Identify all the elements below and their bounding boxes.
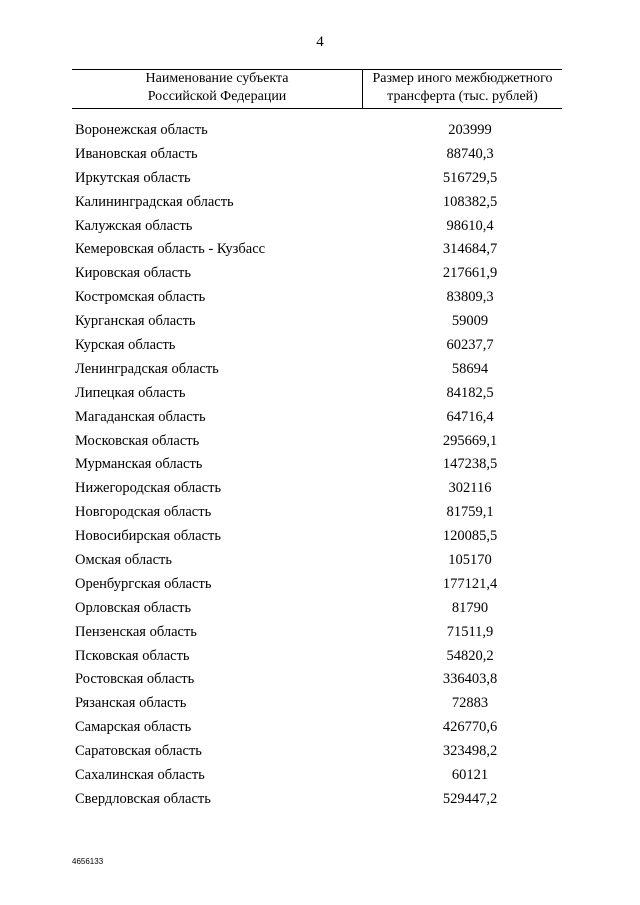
subject-name: Омская область [75, 552, 172, 569]
table-header-bottom-rule [72, 108, 562, 109]
transfer-amount: 98610,4 [446, 217, 494, 234]
table-row [0, 385, 640, 409]
transfer-amount: 72883 [451, 695, 489, 712]
table-row [0, 624, 640, 648]
table-row [0, 528, 640, 552]
transfer-amount: 64716,4 [446, 408, 494, 425]
subject-name: Нижегородская область [75, 480, 222, 497]
subject-name: Самарская область [75, 719, 192, 736]
subject-name: Рязанская область [75, 695, 187, 712]
column-header-subject: Наименование субъекта Российской Федерации [145, 71, 289, 104]
transfer-amount: 81790 [451, 599, 489, 616]
subject-name: Ивановская область [75, 145, 198, 162]
table-row [0, 552, 640, 576]
table-row [0, 361, 640, 385]
transfer-amount: 81759,1 [446, 504, 494, 521]
subject-name: Курганская область [75, 313, 196, 330]
subject-name: Курская область [75, 337, 176, 354]
transfer-amount: 108382,5 [442, 193, 498, 210]
table-row [0, 122, 640, 146]
table-row [0, 648, 640, 672]
transfer-amount: 217661,9 [442, 265, 498, 282]
document-code: 4656133 [72, 857, 104, 866]
subject-name: Новосибирская область [75, 528, 221, 545]
subject-name: Саратовская область [75, 743, 202, 760]
table-row [0, 480, 640, 504]
transfer-amount: 177121,4 [442, 575, 498, 592]
subject-name: Орловская область [75, 599, 192, 616]
subject-name: Московская область [75, 432, 200, 449]
table-row [0, 289, 640, 313]
table-row [0, 170, 640, 194]
table-row [0, 576, 640, 600]
table-row [0, 695, 640, 719]
subject-name: Липецкая область [75, 384, 186, 401]
table-row [0, 409, 640, 433]
transfer-amount: 203999 [448, 122, 492, 138]
subject-name: Кемеровская область - Кузбасс [75, 241, 266, 258]
table-row [0, 456, 640, 480]
page-number: 4 [316, 34, 324, 50]
subject-name: Пензенская область [75, 623, 197, 640]
subject-name: Новгородская область [75, 504, 212, 521]
transfer-amount: 71511,9 [446, 623, 494, 640]
subject-name: Калининградская область [75, 193, 234, 210]
transfer-amount: 54820,2 [446, 647, 494, 664]
table-row [0, 433, 640, 457]
table-row [0, 194, 640, 218]
transfer-amount: 120085,5 [442, 528, 498, 545]
transfer-amount: 323498,2 [442, 743, 498, 760]
table-row [0, 241, 640, 265]
table-row [0, 337, 640, 361]
transfer-amount: 336403,8 [442, 671, 498, 688]
transfer-amount: 516729,5 [442, 169, 498, 186]
transfer-amount: 60237,7 [446, 337, 494, 354]
subject-name: Магаданская область [75, 408, 206, 425]
transfer-amount: 83809,3 [446, 289, 494, 306]
transfer-amount: 59009 [451, 313, 489, 330]
column-header-amount: Размер иного межбюджетного трансферта (тыс. рублей) [372, 71, 553, 104]
table-row [0, 719, 640, 743]
table-row [0, 146, 640, 170]
transfer-amount: 302116 [448, 480, 492, 497]
table-row [0, 265, 640, 289]
table-body [0, 122, 640, 815]
subject-name: Сахалинская область [75, 767, 205, 784]
table-row [0, 791, 640, 815]
subject-name: Оренбургская область [75, 575, 212, 592]
subject-name: Кировская область [75, 265, 192, 282]
subject-name: Воронежская область [75, 122, 208, 138]
subject-name: Псковская область [75, 647, 190, 664]
table-row [0, 313, 640, 337]
subject-name: Костромская область [75, 289, 206, 306]
table-row [0, 671, 640, 695]
transfer-amount: 88740,3 [446, 145, 494, 162]
table-row [0, 600, 640, 624]
subject-name: Калужская область [75, 217, 193, 234]
transfer-amount: 60121 [451, 767, 489, 784]
subject-name: Мурманская область [75, 456, 203, 473]
transfer-amount: 314684,7 [442, 241, 498, 258]
subject-name: Ленинградская область [75, 360, 219, 377]
subject-name: Ростовская область [75, 671, 195, 688]
table-row [0, 767, 640, 791]
transfer-amount: 147238,5 [442, 456, 498, 473]
transfer-amount: 105170 [448, 552, 492, 569]
table-row [0, 504, 640, 528]
transfer-amount: 295669,1 [442, 432, 498, 449]
transfer-amount: 84182,5 [446, 384, 494, 401]
table-row [0, 218, 640, 242]
transfer-amount: 426770,6 [442, 719, 498, 736]
transfer-amount: 529447,2 [442, 790, 498, 807]
table-row [0, 743, 640, 767]
subject-name: Свердловская область [75, 790, 211, 807]
subject-name: Иркутская область [75, 169, 191, 186]
transfer-amount: 58694 [451, 360, 489, 377]
